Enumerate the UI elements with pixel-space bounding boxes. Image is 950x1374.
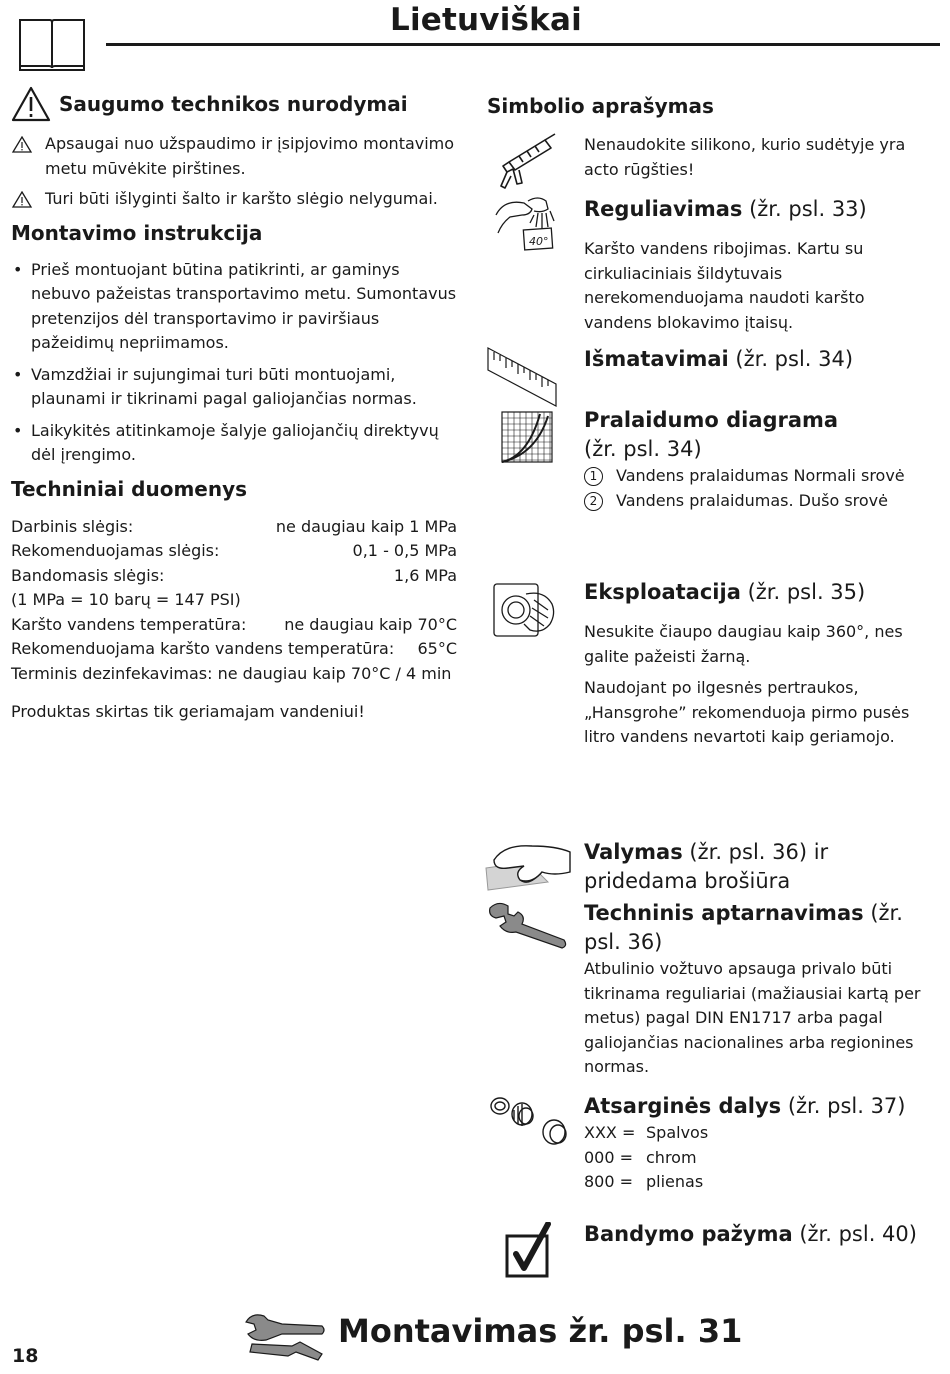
wrench-icon	[486, 900, 570, 952]
spec-row: Darbinis slėgis: ne daugiau kaip 1 MPa	[11, 516, 457, 536]
warning-triangle-icon	[11, 86, 51, 122]
operation-text-1: Nesukite čiaupo daugiau kaip 360°, nes galite pažeisti žarną.	[584, 622, 903, 666]
regulation-text: Karšto vandens ribojimas. Kartu su cirkuliaciniais šildytuvais nerekomenduojama naudoti karšto vandens blokavimo įtaisų.	[584, 239, 865, 332]
safety-title: Saugumo technikos nurodymai	[59, 92, 408, 116]
drinking-water-note: Produktas skirtas tik geriamajam vandeniui!	[11, 702, 365, 721]
left-column	[11, 86, 457, 725]
safety-item: Turi būti išlyginti šalto ir karšto slėgio nelygumai.	[11, 187, 457, 212]
list-item: XXX = Spalvos	[584, 1123, 709, 1142]
flow-diagram-icon	[498, 408, 556, 466]
install-list	[11, 258, 457, 468]
flow-section	[584, 406, 936, 513]
list-item: • Prieš montuojant būtina patikrinti, ar gaminys nebuvo pažeistas transportavimo metu. Sumontavus pretenzijos dėl transportavimo ir paviršiaus pažeidimų nepriimamos.	[11, 258, 457, 356]
header-rule	[106, 43, 940, 46]
spec-row: Bandomasis slėgis: 1,6 MPa	[11, 565, 457, 585]
flow-ref: (žr. psl. 34)	[584, 437, 702, 461]
parts-heading: Atsarginės dalys (žr. psl. 37)	[584, 1094, 906, 1118]
list-item: 800 = plienas	[584, 1172, 704, 1191]
safety-heading	[11, 86, 457, 122]
warning-small-icon	[11, 187, 33, 208]
spec-row: Terminis dezinfekavimas: ne daugiau kaip 70°C / 4 min	[11, 663, 452, 683]
service-text: Atbulinio vožtuvo apsauga privalo būti tikrinama reguliariai (mažiausiai kartą per metus) pagal DIN EN1717 arba pagal galiojančias nacionalines arba regionines normas.	[584, 959, 921, 1076]
spec-row: (1 MPa = 10 barų = 147 PSI)	[11, 590, 241, 609]
ruler-icon	[486, 344, 558, 408]
tools-icon	[242, 1304, 326, 1362]
list-item: 000 = chrom	[584, 1147, 697, 1167]
cleaning-hand-icon	[484, 838, 574, 894]
symbols-title: Simbolio aprašymas	[487, 94, 714, 118]
circled-number: 1	[584, 467, 603, 486]
tech-title: Techniniai duomenys	[11, 476, 248, 501]
circled-number: 2	[584, 492, 603, 511]
handle-operation-icon	[490, 580, 562, 640]
operation-heading: Eksploatacija (žr. psl. 35)	[584, 580, 866, 604]
list-item: • Vamzdžiai ir sujungimai turi būti montuojami, plaunami ir tikrinami pagal galiojančias normas.	[11, 363, 457, 412]
regulation-heading: Reguliavimas (žr. psl. 33)	[584, 197, 867, 221]
svg-text:40°: 40°	[529, 235, 549, 248]
safety-item: Apsaugai nuo užspaudimo ir įsipjovimo montavimo metu mūvėkite pirštines.	[11, 132, 457, 181]
page-title: Lietuviškai	[390, 2, 582, 38]
test-heading: Bandymo pažyma (žr. psl. 40)	[584, 1222, 917, 1246]
list-item: 1 Vandens pralaidumas Normali srovė	[584, 464, 936, 489]
tech-table	[11, 515, 457, 687]
spec-row: Rekomenduojamas slėgis: 0,1 - 0,5 MPa	[11, 541, 457, 560]
mount-reference-title: Montavimas žr. psl. 31	[338, 1312, 743, 1350]
page-number: 18	[12, 1345, 39, 1367]
book-icon	[18, 16, 86, 72]
install-title: Montavimo instrukcija	[11, 220, 263, 245]
service-heading: Techninis aptarnavimas (žr. psl. 36)	[584, 901, 903, 954]
checkbox-icon	[502, 1222, 552, 1278]
list-item: 2 Vandens pralaidumas. Dušo srovė	[584, 489, 936, 514]
flow-title: Pralaidumo diagrama	[584, 408, 839, 432]
list-item: • Laikykitės atitinkamoje šalyje galiojančių direktyvų dėl įrengimo.	[11, 419, 457, 468]
parts-section	[584, 1092, 934, 1195]
spec-row: Rekomenduojama karšto vandens temperatūra: 65°C	[11, 639, 457, 658]
warning-small-icon	[11, 132, 33, 153]
operation-text-2: Naudojant po ilgesnės pertraukos, „Hansgrohe” rekomenduoja pirmo pusės litro vandens nevartoti kaip geriamojo.	[584, 678, 910, 746]
measure-heading: Išmatavimai (žr. psl. 34)	[584, 347, 854, 371]
service-section	[584, 899, 934, 1080]
silicone-text: Nenaudokite silikono, kurio sudėtyje yra acto rūgšties!	[584, 135, 906, 179]
spare-parts-icon	[488, 1092, 572, 1148]
spec-row: Karšto vandens temperatūra: ne daugiau kaip 70°C	[11, 614, 457, 634]
temperature-limit-icon	[490, 193, 562, 255]
silicone-gun-icon	[495, 132, 559, 192]
cleaning-heading: Valymas (žr. psl. 36) ir pridedama brošiūra	[584, 840, 829, 893]
